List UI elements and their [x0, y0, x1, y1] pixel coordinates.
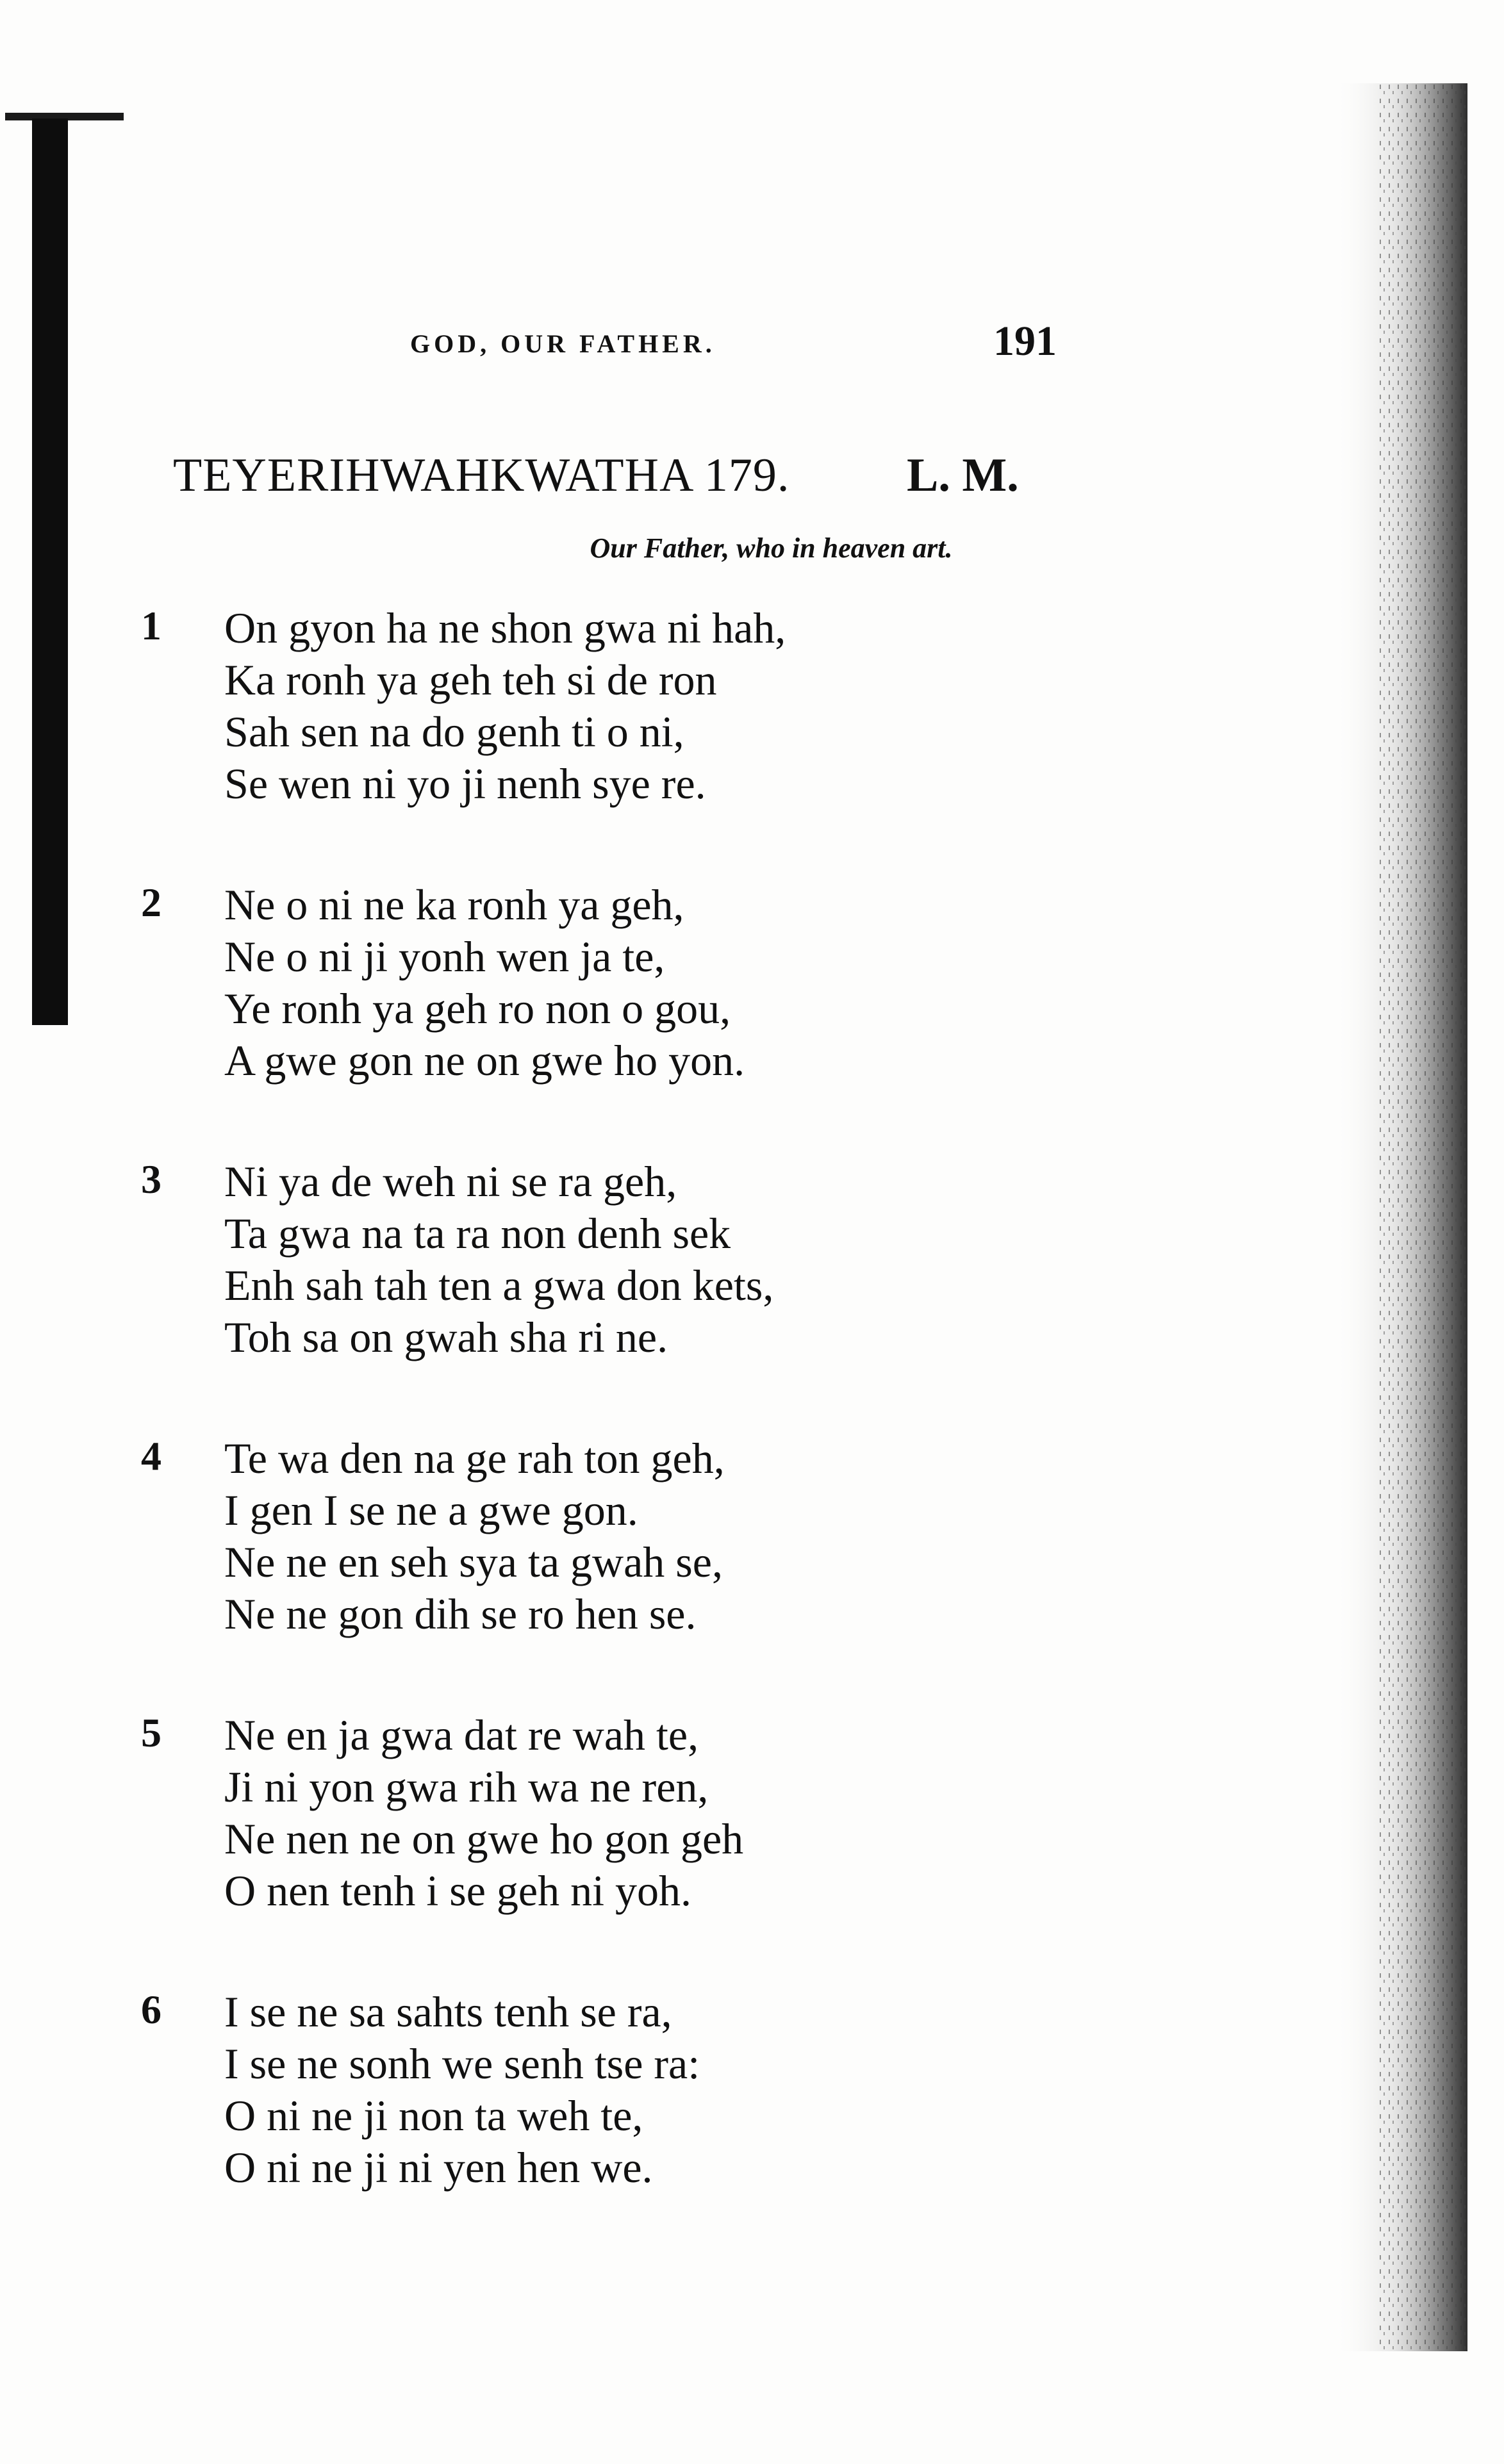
- stanza: [141, 879, 1038, 1156]
- verse-line: Se wen ni yo ji nenh sye re.: [224, 759, 706, 808]
- verse-line: Ne o ni ne ka ronh ya geh,: [224, 880, 684, 929]
- binding-edge: [32, 119, 68, 1025]
- verse-line: On gyon ha ne shon gwa ni hah,: [224, 604, 786, 652]
- verse-line: A gwe gon ne on gwe ho yon.: [224, 1036, 745, 1085]
- verse-line: Te wa den na ge rah ton geh,: [224, 1434, 725, 1483]
- stanza-list: [141, 602, 1038, 2263]
- page-number: 191: [993, 318, 1057, 365]
- hymn-meter: L. M.: [907, 449, 1019, 502]
- verse-line: Ne en ja gwa dat re wah te,: [224, 1711, 699, 1759]
- gutter-shadow: [1333, 83, 1467, 2351]
- hymn-heading: [173, 448, 1070, 513]
- verse-line: Ne ne gon dih se ro hen se.: [224, 1589, 697, 1638]
- verse-line: O nen tenh i se geh ni yoh.: [224, 1866, 691, 1915]
- verse-line: Ni ya de weh ni se ra geh,: [224, 1157, 677, 1206]
- verse-line: Ne o ni ji yonh wen ja te,: [224, 932, 665, 981]
- stanza-number: 6: [141, 1987, 161, 2032]
- stanza-number: 4: [141, 1433, 161, 1479]
- verse-line: I se ne sonh we senh tse ra:: [224, 2039, 700, 2088]
- verse-line: Enh sah tah ten a gwa don kets,: [224, 1261, 774, 1310]
- verse-line: Ta gwa na ta ra non denh sek: [224, 1209, 731, 1258]
- hymn-subtitle: Our Father, who in heaven art.: [590, 532, 953, 564]
- hymn-title: TEYERIHWAHKWATHA 179.: [173, 449, 790, 502]
- stanza: [141, 602, 1038, 879]
- stanza-number: 5: [141, 1710, 161, 1755]
- running-head: [0, 317, 1504, 375]
- stanza-number: 2: [141, 880, 161, 925]
- verse-line: O ni ne ji non ta weh te,: [224, 2091, 643, 2140]
- verse-line: I se ne sa sahts tenh se ra,: [224, 1987, 672, 2036]
- verse-line: Ji ni yon gwa rih wa ne ren,: [224, 1762, 709, 1811]
- running-head-title: GOD, OUR FATHER.: [410, 329, 716, 358]
- stanza: [141, 1709, 1038, 1986]
- verse-line: O ni ne ji ni yen hen we.: [224, 2143, 653, 2192]
- verse-line: Sah sen na do genh ti o ni,: [224, 707, 684, 756]
- verse-line: I gen I se ne a gwe gon.: [224, 1486, 638, 1534]
- stanza: [141, 1433, 1038, 1709]
- verse-line: Ne ne en seh sya ta gwah se,: [224, 1538, 723, 1586]
- stanza: [141, 1156, 1038, 1433]
- stanza-number: 3: [141, 1156, 161, 1202]
- verse-line: Ka ronh ya geh teh si de ron: [224, 655, 717, 704]
- verse-line: Toh sa on gwah sha ri ne.: [224, 1313, 668, 1361]
- stanza-number: 1: [141, 603, 161, 648]
- verse-line: Ne nen ne on gwe ho gon geh: [224, 1814, 744, 1863]
- stanza: [141, 1986, 1038, 2263]
- verse-line: Ye ronh ya geh ro non o gou,: [224, 984, 731, 1033]
